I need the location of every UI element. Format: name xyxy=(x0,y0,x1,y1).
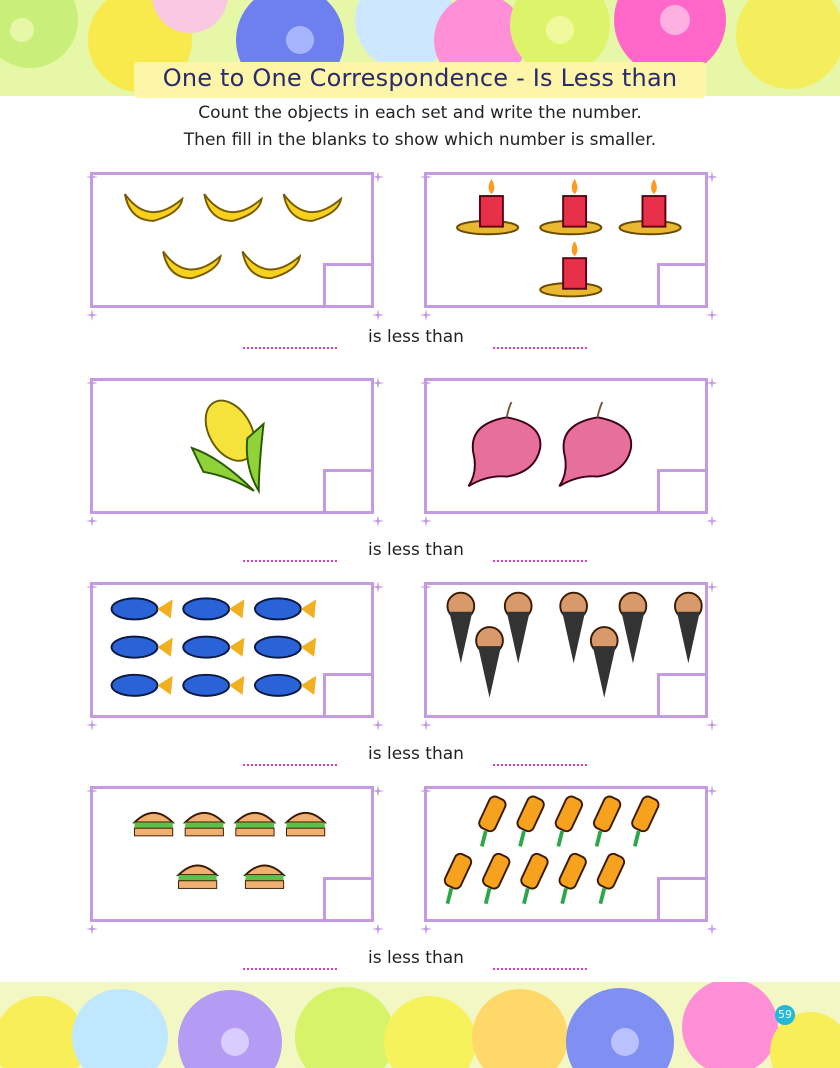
popsicle-icon xyxy=(443,852,473,904)
onion-icon xyxy=(559,402,631,486)
banana-icon xyxy=(163,251,220,278)
is-less-than-label: is less than xyxy=(368,540,464,560)
candle-objects xyxy=(427,175,705,305)
bottom-flower-border xyxy=(0,982,840,1068)
corner-star-icon xyxy=(706,168,718,180)
corner-star-icon xyxy=(706,578,718,590)
corner-star-icon xyxy=(86,578,98,590)
corner-star-icon xyxy=(86,716,98,728)
set-box-corn xyxy=(90,378,374,514)
corner-star-icon xyxy=(372,920,384,932)
set-box-fish xyxy=(90,582,374,718)
corner-star-icon xyxy=(706,920,718,932)
banana-icon xyxy=(204,194,261,221)
corner-star-icon xyxy=(372,782,384,794)
corner-star-icon xyxy=(420,168,432,180)
burger-icon xyxy=(286,813,324,836)
answer-blank-right[interactable] xyxy=(493,764,587,766)
fish-icon xyxy=(112,637,173,658)
fish-icon xyxy=(255,598,316,619)
fish-icon xyxy=(112,675,173,696)
ice-cream-cone-icon xyxy=(560,593,587,664)
ice-cream-objects xyxy=(427,585,705,715)
popsicle-icon xyxy=(477,795,507,847)
set-box-ice-cream xyxy=(424,582,708,718)
candle-icon xyxy=(620,179,681,234)
page-title: One to One Correspondence - Is Less than xyxy=(162,64,678,92)
answer-blank-right[interactable] xyxy=(493,560,587,562)
set-box-burgers xyxy=(90,786,374,922)
candle-icon xyxy=(457,179,518,234)
set-box-onions xyxy=(424,378,708,514)
corner-star-icon xyxy=(372,716,384,728)
answer-blank-right[interactable] xyxy=(493,347,587,349)
burger-icon xyxy=(178,865,216,888)
corner-star-icon xyxy=(420,306,432,318)
onion-icon xyxy=(469,402,541,486)
corner-star-icon xyxy=(706,374,718,386)
corner-star-icon xyxy=(420,920,432,932)
banana-icon xyxy=(284,194,341,221)
burger-icon xyxy=(135,813,173,836)
popsicle-icon xyxy=(592,795,622,847)
corner-star-icon xyxy=(372,578,384,590)
corner-star-icon xyxy=(372,374,384,386)
answer-blank-right[interactable] xyxy=(493,968,587,970)
banana-icon xyxy=(125,194,182,221)
ice-cream-cone-icon xyxy=(675,593,702,664)
onion-objects xyxy=(427,381,705,511)
answer-blank-left[interactable] xyxy=(243,764,337,766)
corner-star-icon xyxy=(420,782,432,794)
is-less-than-label: is less than xyxy=(368,327,464,347)
instruction-line-1: Count the objects in each set and write the number. xyxy=(198,103,642,123)
candle-icon xyxy=(540,179,601,234)
ice-cream-cone-icon xyxy=(505,593,532,664)
set-box-popsicles xyxy=(424,786,708,922)
banana-icon xyxy=(243,251,300,278)
corner-star-icon xyxy=(420,578,432,590)
fish-icon xyxy=(183,598,244,619)
corner-star-icon xyxy=(420,716,432,728)
corner-star-icon xyxy=(372,306,384,318)
corner-star-icon xyxy=(86,168,98,180)
corner-star-icon xyxy=(706,716,718,728)
ice-cream-cone-icon xyxy=(591,627,618,698)
fish-icon xyxy=(255,637,316,658)
answer-blank-left[interactable] xyxy=(243,968,337,970)
fish-icon xyxy=(112,598,173,619)
fish-icon xyxy=(183,637,244,658)
fish-icon xyxy=(183,675,244,696)
corner-star-icon xyxy=(86,306,98,318)
ice-cream-cone-icon xyxy=(476,627,503,698)
corn-objects xyxy=(93,381,371,511)
answer-blank-left[interactable] xyxy=(243,560,337,562)
burger-icon xyxy=(236,813,274,836)
ice-cream-cone-icon xyxy=(620,593,647,664)
popsicle-icon xyxy=(558,852,588,904)
popsicle-icon xyxy=(554,795,584,847)
corn-icon xyxy=(192,392,265,491)
popsicle-icon xyxy=(516,795,546,847)
instruction-line-2: Then fill in the blanks to show which number is smaller. xyxy=(183,130,657,150)
set-box-candles xyxy=(424,172,708,308)
popsicle-icon xyxy=(596,852,626,904)
fish-objects xyxy=(93,585,371,715)
corner-star-icon xyxy=(86,782,98,794)
corner-star-icon xyxy=(372,512,384,524)
fish-icon xyxy=(255,675,316,696)
corner-star-icon xyxy=(706,306,718,318)
is-less-than-label: is less than xyxy=(368,744,464,764)
burger-objects xyxy=(93,789,371,919)
is-less-than-label: is less than xyxy=(368,948,464,968)
page-number-badge: 59 xyxy=(775,1005,795,1025)
corner-star-icon xyxy=(706,512,718,524)
popsicle-icon xyxy=(519,852,549,904)
ice-cream-cone-icon xyxy=(447,593,474,664)
corner-star-icon xyxy=(706,782,718,794)
corner-star-icon xyxy=(372,168,384,180)
set-box-bananas xyxy=(90,172,374,308)
popsicle-objects xyxy=(427,789,705,919)
corner-star-icon xyxy=(86,374,98,386)
burger-icon xyxy=(185,813,223,836)
corner-star-icon xyxy=(420,374,432,386)
answer-blank-left[interactable] xyxy=(243,347,337,349)
banana-objects xyxy=(93,175,371,305)
candle-icon xyxy=(540,241,601,296)
corner-star-icon xyxy=(86,920,98,932)
popsicle-icon xyxy=(481,852,511,904)
burger-icon xyxy=(245,865,283,888)
popsicle-icon xyxy=(630,795,660,847)
corner-star-icon xyxy=(420,512,432,524)
corner-star-icon xyxy=(86,512,98,524)
